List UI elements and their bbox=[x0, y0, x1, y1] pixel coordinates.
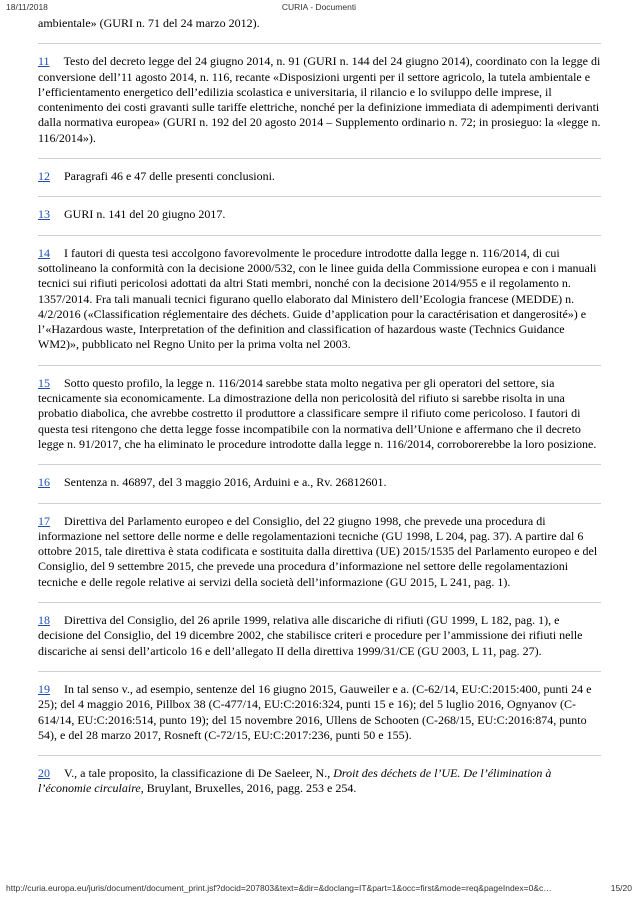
footnote-number-link[interactable]: 19 bbox=[38, 681, 50, 696]
footnote-17 bbox=[38, 504, 601, 603]
footnote-text: I fautori di questa tesi accolgono favorevolmente le procedure introdotte dalla legge n. 116/2014, di cui sottolineano la conformità con la decisione 2000/532, con le linee guida della Commissione europea e con i manuali tecnici sui rifiuti pericolosi adottati da altri Stati membri, nonché con la decisione 2014/955 e il regolamento n. 1357/2014. Fra tali manuali tecnici figurano quello elaborato dal Ministero dell’Ecologia francese (MEDDE) n. 4/2/2016 («Classification réglementaire des déchets. Guide d’application pour la caractérisation et dangerosité») e l’«Hazardous waste, Interpretation of the definition and classification of hazardous waste (Technics Guidance WM2)», pubblicato nel Regno Unito per la prima volta nel 2003. bbox=[38, 245, 597, 352]
footnote-text: Direttiva del Parlamento europeo e del Consiglio, del 22 giugno 1998, che prevede una procedura di informazione nel settore delle norme e delle regolamentazioni tecniche (GU 1998, L 204, pag. 37). A partire dal 6 ottobre 2015, tale direttiva è stata codificata e sostituita dalla direttiva (UE) 2015/1535 del Parlamento europeo e del Consiglio, del 9 settembre 2015, che prevede una procedura d’informazione nel settore delle regolamentazioni tecniche e delle regole relative ai servizi della società dell’informazione (GU 2015, L 241, pag. 1). bbox=[38, 513, 598, 589]
footnote-12 bbox=[38, 159, 601, 197]
print-header bbox=[6, 2, 632, 16]
print-date: 18/11/2018 bbox=[6, 2, 48, 12]
footnote-text: Direttiva del Consiglio, del 26 aprile 1999, relativa alle discariche di rifiuti (GU 1999, L 182, pag. 1), e decisione del Consiglio, del 19 dicembre 2002, che stabilisce criteri e procedure per l’ammissione dei rifiuti nelle discariche ai sensi dell’articolo 16 e dell’allegato II della direttiva 1999/31/CE (GU 2003, L 11, pag. 27). bbox=[38, 613, 583, 658]
footnote-text-end: , Bruylant, Bruxelles, 2016, pagg. 253 e 254. bbox=[140, 781, 357, 796]
footnote-16 bbox=[38, 465, 601, 503]
footnote-text: Testo del decreto legge del 24 giugno 2014, n. 91 (GURI n. 144 del 24 giugno 2014), coordinato con la legge di conversione dell’11 agosto 2014, n. 116, recante «Disposizioni urgenti per il settore agricolo, la tutela ambientale e l’efficientamento energetico dell’edilizia scolastica e universitaria, il rilancio e lo sviluppo delle imprese, il contenimento dei costi gravanti sulle tariffe elettriche, nonché per la definizione immediata di adempimenti derivanti dalla normativa europea» (GURI n. 192 del 20 agosto 2014 – Supplemento ordinario n. 72; in prosieguo: la «legge n. 116/2014»). bbox=[38, 54, 601, 145]
footnote-11 bbox=[38, 44, 601, 159]
footnote-number-link[interactable]: 12 bbox=[38, 169, 50, 184]
footnote-number-link[interactable]: 18 bbox=[38, 613, 50, 628]
footnote-text: Paragrafi 46 e 47 delle presenti conclusioni. bbox=[64, 169, 275, 184]
footnote-number-link[interactable]: 14 bbox=[38, 245, 50, 260]
footnote-number-link[interactable]: 16 bbox=[38, 475, 50, 490]
footnote-number-link[interactable]: 17 bbox=[38, 513, 50, 528]
footnote-text: Sotto questo profilo, la legge n. 116/2014 sarebbe stata molto negativa per gli operatori del settore, sia tecnicamente sia economicamente. La dimostrazione della non pericolosità del rifiuto si sarebbe risolta in una probatio diabolica, che avrebbe costretto il produttore a classificare sempre il rifiuto come pericoloso. I fautori di questa tesi ritengono che detta legge fosse incompatibile con la normativa dell’Unione e affermano che il decreto legge n. 91/2017, che ha eliminato le procedure introdotte dalla legge n. 116/2014, corroborerebbe la loro posizione. bbox=[38, 375, 597, 451]
page-number: 15/20 bbox=[610, 883, 632, 893]
footnote-text: In tal senso v., ad esempio, sentenze del 16 giugno 2015, Gauweiler e a. (C-62/14, EU:C:2015:400, punti 24 e 25); del 4 maggio 2016, Pillbox 38 (C-477/14, EU:C:2016:324, punti 15 e 16); del 5 luglio 2016, Ognyanov (C-614/14, EU:C:2016:514, punto 19); del 15 novembre 2016, Ullens de Schooten (C-268/15, EU:C:2016:874, punto 54), e del 28 marzo 2017, Rosneft (C-72/15, EU:C:2017:236, punti 50 e 155). bbox=[38, 681, 592, 742]
print-footer bbox=[6, 883, 632, 897]
footnote-number-link[interactable]: 13 bbox=[38, 207, 50, 222]
footnote-13 bbox=[38, 197, 601, 235]
footnote-19 bbox=[38, 672, 601, 756]
footnote-book-title: Droit des déchets de l’UE. De l’élimination à l’économie circulaire bbox=[38, 766, 552, 796]
footnote-text: ambientale» (GURI n. 71 del 24 marzo 2012). bbox=[38, 16, 260, 30]
print-title: CURIA - Documenti bbox=[281, 2, 357, 12]
footnote-18 bbox=[38, 603, 601, 672]
footnote-14 bbox=[38, 236, 601, 366]
print-url: http://curia.europa.eu/juris/document/document_print.jsf?docid=207803&text=&dir=&doclang=IT&part=1&occ=first&mode=req&pageIndex=0&c… bbox=[6, 883, 552, 893]
footnote-text: Sentenza n. 46897, del 3 maggio 2016, Arduini e a., Rv. 26812601. bbox=[64, 475, 387, 490]
footnote-text: V., a tale proposito, la classificazione di De Saeleer, N., bbox=[64, 766, 334, 781]
footnote-continuation bbox=[38, 16, 601, 44]
footnote-20 bbox=[38, 756, 601, 809]
footnotes-content bbox=[38, 16, 601, 809]
footnote-text: GURI n. 141 del 20 giugno 2017. bbox=[64, 207, 226, 222]
footnote-number-link[interactable]: 11 bbox=[38, 54, 50, 69]
footnote-number-link[interactable]: 20 bbox=[38, 766, 50, 781]
footnote-number-link[interactable]: 15 bbox=[38, 375, 50, 390]
footnote-15 bbox=[38, 366, 601, 465]
